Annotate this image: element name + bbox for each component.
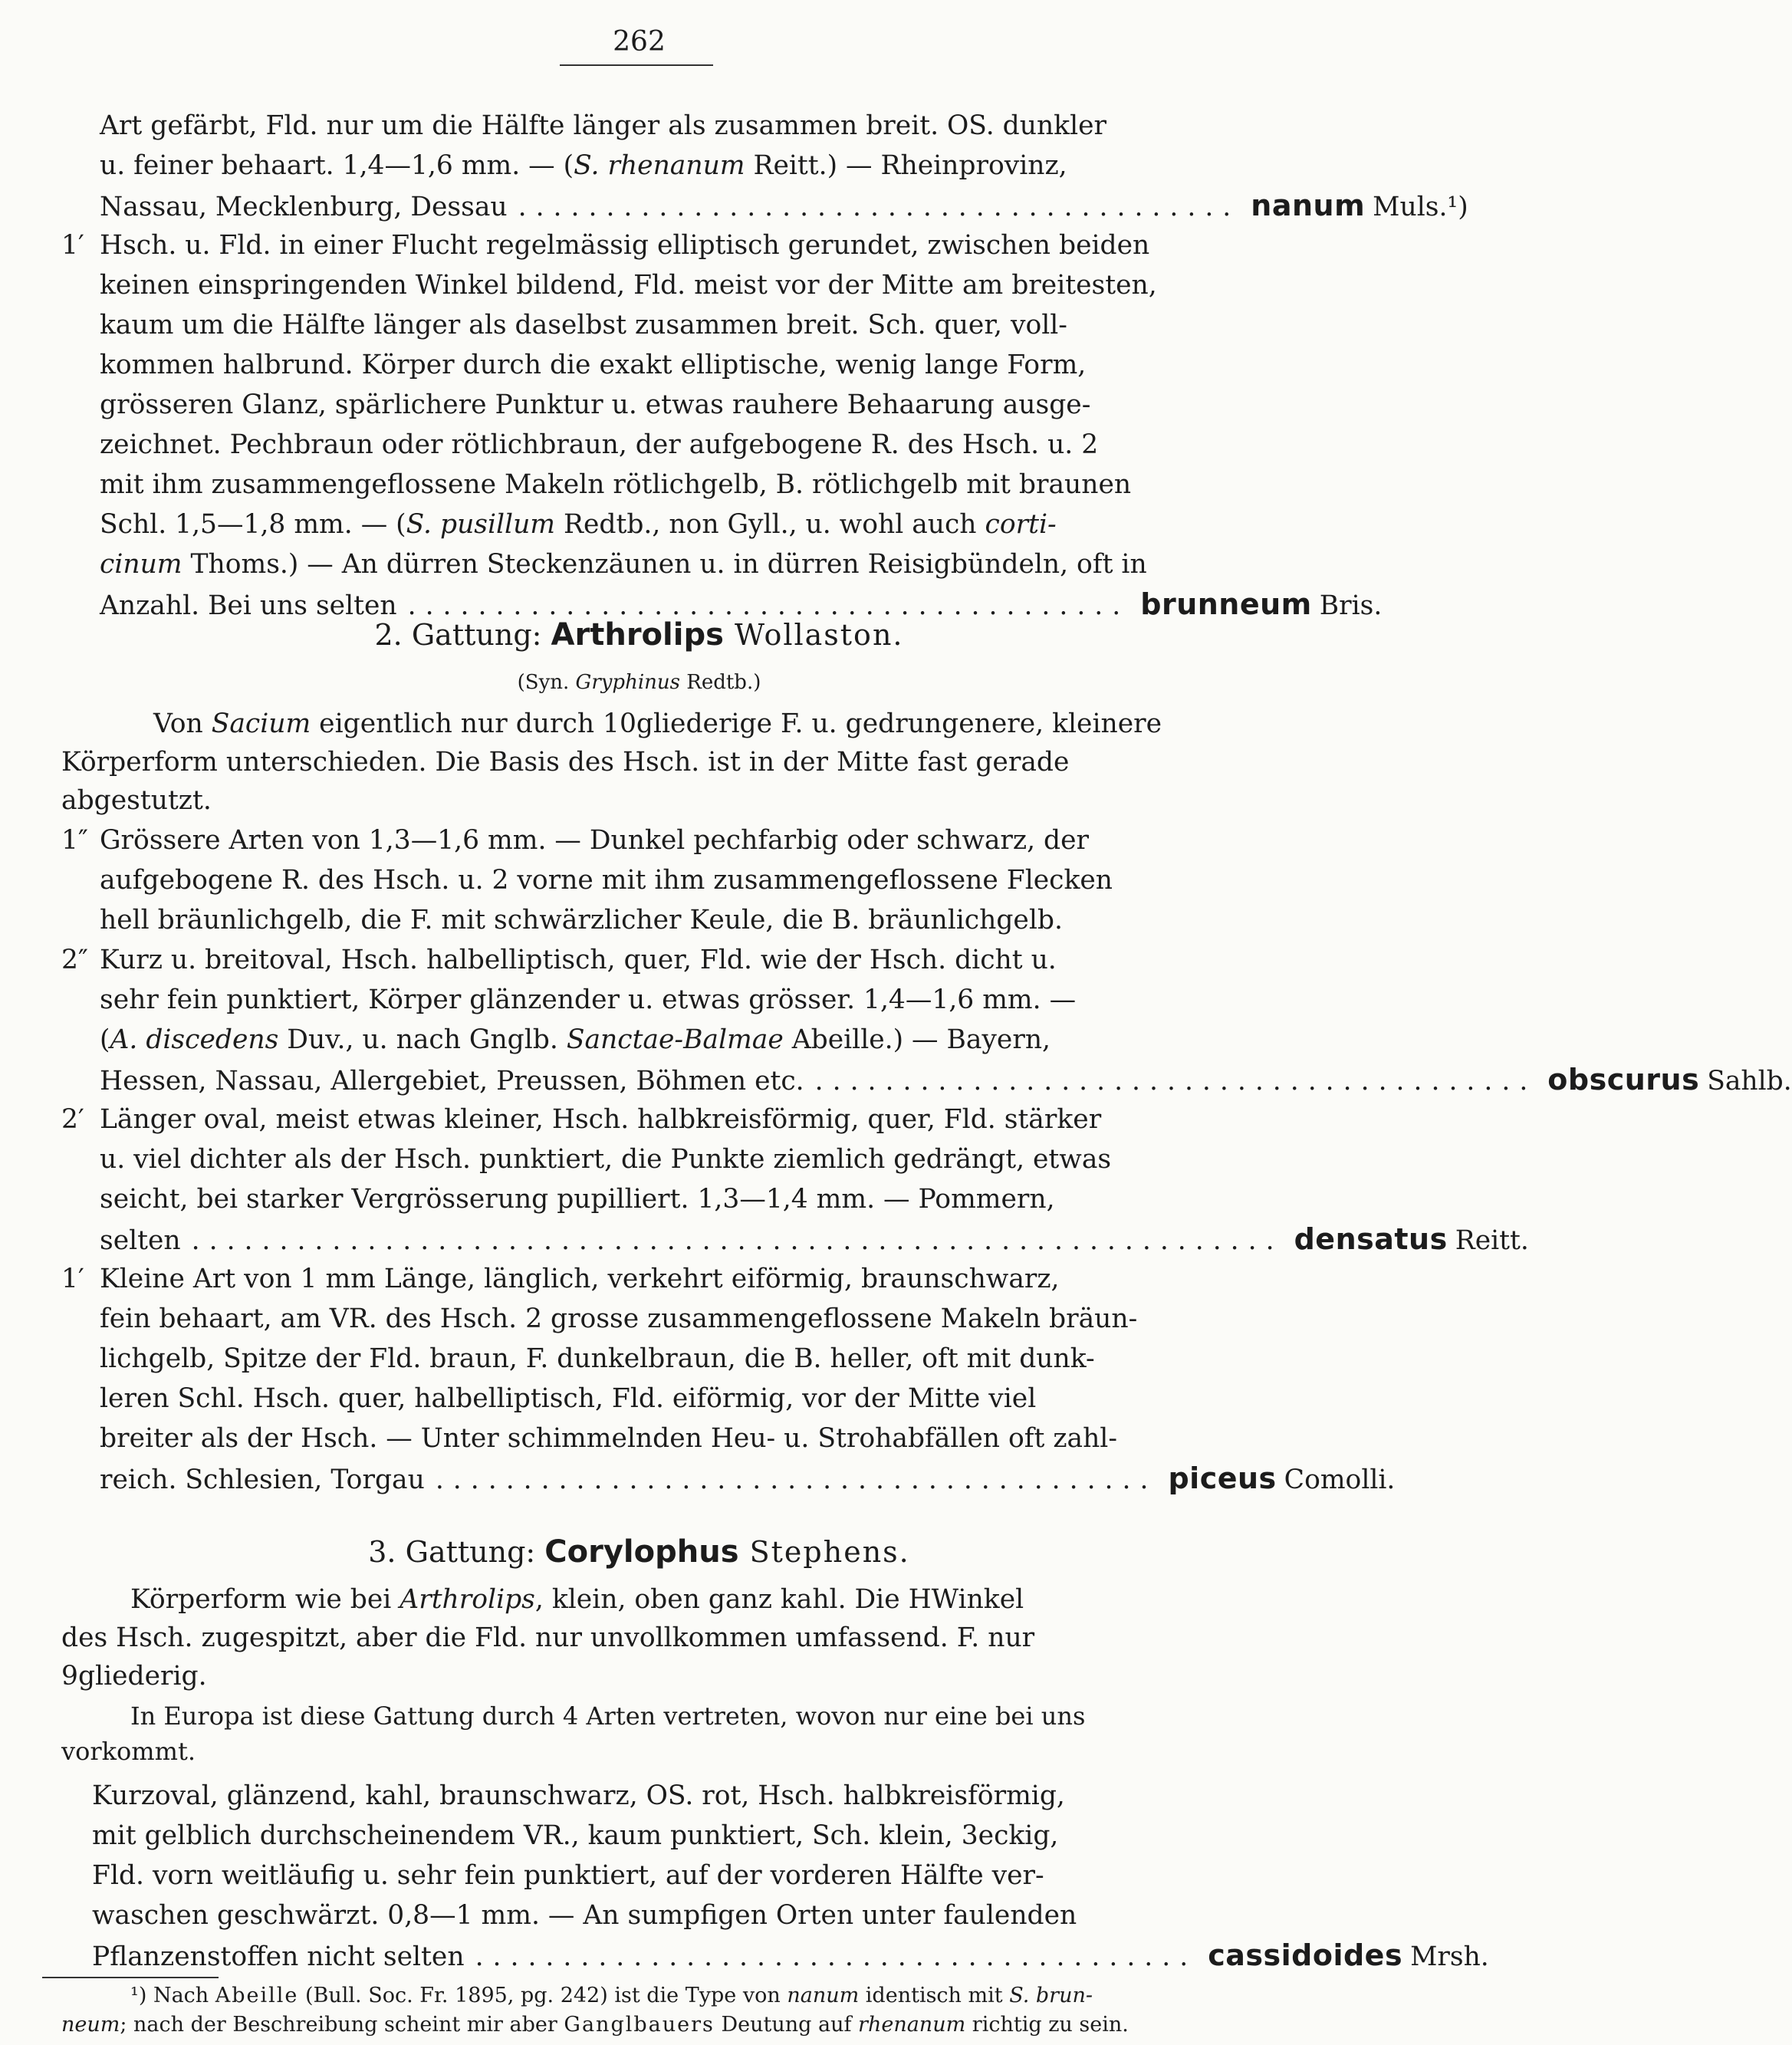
genus-ref: Sacium [211,709,311,739]
text-run: ; nach der Beschreibung scheint mir aber [120,2013,564,2037]
text-run: Redtb.) [679,671,761,694]
text-line: Art gefärbt, Fld. nur um die Hälfte länger als zusammen breit. OS. dunkler [100,110,1107,141]
text-line: vorkommt. [61,1737,196,1766]
species-line [100,1219,1529,1259]
text-run: Grössere Arten von 1,3—1,6 mm. — Dunkel pechfarbig oder schwarz, der [100,825,1090,856]
text-line: leren Schl. Hsch. quer, halbelliptisch, Fld. eiförmig, vor der Mitte viel [100,1383,1037,1414]
species-name: cassidoides [1208,1938,1403,1972]
author-name: Abeille [215,1984,299,2007]
text-run: , klein, oben ganz kahl. Die HWinkel [534,1584,1024,1615]
text-line [61,1100,1258,1139]
key-marker: 1′ [61,1264,84,1294]
genus-name: Corylophus [544,1534,739,1570]
leader-dots: ......................................... [475,1941,1198,1972]
footnote-line [61,2010,1258,2040]
text-line: hell bräunlichgelb, die F. mit schwärzlicher Keule, die B. bräunlichgelb. [100,905,1063,935]
text-line: des Hsch. zugespitzt, aber die Fld. nur unvollkommen umfassend. F. nur [61,1623,1035,1653]
text-run: ( [100,1024,110,1055]
text-run: Hsch. u. Fld. in einer Flucht regelmässig elliptisch gerundet, zwischen beiden [100,230,1150,261]
key-marker: 1′ [61,230,84,261]
leader-dots: ......................................... [518,192,1241,222]
species-author: Bris. [1319,590,1383,621]
text-run: selten [100,1225,181,1256]
text-line [100,505,1258,544]
text-run: (Bull. Soc. Fr. 1895, pg. 242) ist die Type von [298,1984,787,2007]
text-line [100,146,1258,186]
text-line: Fld. vorn weitläufig u. sehr fein punktiert, auf der vorderen Hälfte ver- [92,1860,1044,1891]
synonym-name: Sanctae-Balmae [566,1024,784,1055]
genus-author: Stephens. [738,1535,910,1569]
species-line [100,1458,1396,1498]
genus-ref: Arthrolips [400,1584,535,1615]
text-run: Kurz u. breitoval, Hsch. halbelliptisch, quer, Fld. wie der Hsch. dicht u. [100,945,1057,975]
text-run: Von [153,709,212,739]
text-line [61,1259,1258,1299]
heading-prefix: 3. Gattung: [368,1535,545,1569]
page-number: 262 [613,26,666,58]
text-run: Nassau, Mecklenburg, Dessau [100,192,508,222]
heading-prefix: 2. Gattung: [374,618,551,652]
text-run: identisch mit [859,1984,1010,2007]
text-line: kaum um die Hälfte länger als daselbst zusammen breit. Sch. quer, voll- [100,310,1067,340]
footnote-rule [42,1977,219,1978]
text-run: eigentlich nur durch 10gliederige F. u. gedrungenere, kleinere [311,709,1162,739]
species-line [92,1935,1489,1975]
synonym-name: Gryphinus [575,671,680,694]
species-ref: neum [61,2013,120,2037]
text-line [61,940,1258,980]
synonym-name: S. rhenanum [574,150,745,181]
genus-author: Wollaston. [723,618,904,652]
species-ref: S. brun- [1009,1984,1093,2007]
text-line [61,820,1258,860]
key-marker: 2″ [61,945,88,975]
species-line [100,186,1468,225]
synonym-line [0,667,1278,698]
text-line: breiter als der Hsch. — Unter schimmelnden Heu- u. Strohabfällen oft zahl- [100,1423,1118,1454]
synonym-name: S. pusillum [406,509,556,540]
text-run: reich. Schlesien, Torgau [100,1465,425,1495]
text-run: Körperform wie bei [130,1584,400,1615]
text-line: kommen halbrund. Körper durch die exakt elliptische, wenig lange Form, [100,350,1087,380]
text-line: waschen geschwärzt. 0,8—1 mm. — An sumpfigen Orten unter faulenden [92,1900,1077,1931]
text-run: Länger oval, meist etwas kleiner, Hsch. halbkreisförmig, quer, Fld. stärker [100,1104,1102,1135]
text-run: Hessen, Nassau, Allergebiet, Preussen, Böhmen etc. [100,1066,804,1096]
text-line: zeichnet. Pechbraun oder rötlichbraun, der aufgebogene R. des Hsch. u. 2 [100,429,1099,460]
text-run: Anzahl. Bei uns selten [100,590,397,621]
text-run: Duv., u. nach Gnglb. [278,1024,567,1055]
leader-dots: ......................................... [435,1465,1158,1495]
species-author: Sahlb. [1707,1066,1792,1096]
text-line [130,1580,1258,1619]
species-line [100,1060,1792,1100]
species-ref: nanum [787,1984,860,2007]
species-name: obscurus [1547,1063,1700,1096]
synonym-name: cinum [100,549,182,580]
species-name: brunneum [1140,587,1312,621]
text-run: Kleine Art von 1 mm Länge, länglich, verkehrt eiförmig, braunschwarz, [100,1264,1060,1294]
species-author: Muls.¹) [1373,192,1468,222]
text-line [100,1020,1258,1060]
leader-dots: .............................................................. [191,1225,1284,1256]
text-run: u. feiner behaart. 1,4—1,6 mm. — ( [100,150,574,181]
text-line: abgestutzt. [61,785,212,816]
genus-name: Arthrolips [551,617,724,653]
text-line: mit gelblich durchscheinendem VR., kaum punktiert, Sch. klein, 3eckig, [92,1820,1059,1851]
text-line: mit ihm zusammengeflossene Makeln rötlichgelb, B. rötlichgelb mit braunen [100,469,1132,500]
species-author: Reitt. [1455,1225,1529,1256]
header-rule [560,64,713,66]
text-run: Deutung auf [714,2013,859,2037]
author-name: Ganglbauers [564,2013,715,2037]
text-line: seicht, bei starker Vergrösserung pupilliert. 1,3—1,4 mm. — Pommern, [100,1184,1055,1215]
text-run: richtig zu sein. [965,2013,1129,2037]
text-line [100,544,1258,584]
species-author: Mrsh. [1410,1941,1489,1972]
text-run: Abeille.) — Bayern, [783,1024,1051,1055]
key-marker: 2′ [61,1104,84,1135]
text-line: In Europa ist diese Gattung durch 4 Arten vertreten, wovon nur eine bei uns [130,1701,1086,1731]
footnote-line [130,1981,1258,2010]
text-run: Reitt.) — Rheinprovinz, [745,150,1067,181]
text-line: lichgelb, Spitze der Fld. braun, F. dunkelbraun, die B. heller, oft mit dunk- [100,1343,1095,1374]
key-marker: 1″ [61,825,88,856]
genus-heading [0,613,1278,656]
text-line: aufgebogene R. des Hsch. u. 2 vorne mit ihm zusammengeflossene Flecken [100,865,1113,896]
text-line: grösseren Glanz, spärlichere Punktur u. etwas rauhere Behaarung ausge- [100,390,1091,420]
synonym-name: A. discedens [110,1024,279,1055]
text-line: Körperform unterschieden. Die Basis des Hsch. ist in der Mitte fast gerade [61,747,1070,778]
species-author: Comolli. [1284,1465,1396,1495]
species-name: densatus [1294,1222,1448,1256]
text-line: keinen einspringenden Winkel bildend, Fld. meist vor der Mitte am breitesten, [100,270,1157,301]
text-line: Kurzoval, glänzend, kahl, braunschwarz, OS. rot, Hsch. halbkreisförmig, [92,1780,1065,1811]
leader-dots: ......................................... [814,1066,1537,1096]
species-name: piceus [1168,1461,1277,1495]
text-line [61,225,1258,265]
species-ref: rhenanum [858,2013,966,2037]
text-run: Schl. 1,5—1,8 mm. — ( [100,509,406,540]
text-line: 9gliederig. [61,1661,207,1692]
text-line: sehr fein punktiert, Körper glänzender u. etwas grösser. 1,4—1,6 mm. — [100,985,1077,1015]
text-run: Redtb., non Gyll., u. wohl auch [555,509,985,540]
synonym-name: corti- [985,509,1057,540]
text-run: (Syn. [517,671,576,694]
text-line: fein behaart, am VR. des Hsch. 2 grosse zusammengeflossene Makeln bräun- [100,1304,1138,1334]
text-line [153,704,1258,744]
text-run: Thoms.) — An dürren Steckenzäunen u. in dürren Reisigbündeln, oft in [182,549,1147,580]
species-name: nanum [1251,189,1366,222]
leader-dots: ......................................... [407,590,1130,621]
text-line: u. viel dichter als der Hsch. punktiert, die Punkte ziemlich gedrängt, etwas [100,1144,1112,1175]
text-run: Pflanzenstoffen nicht selten [92,1941,465,1972]
text-run: ¹) Nach [130,1984,215,2007]
genus-heading [0,1530,1278,1573]
